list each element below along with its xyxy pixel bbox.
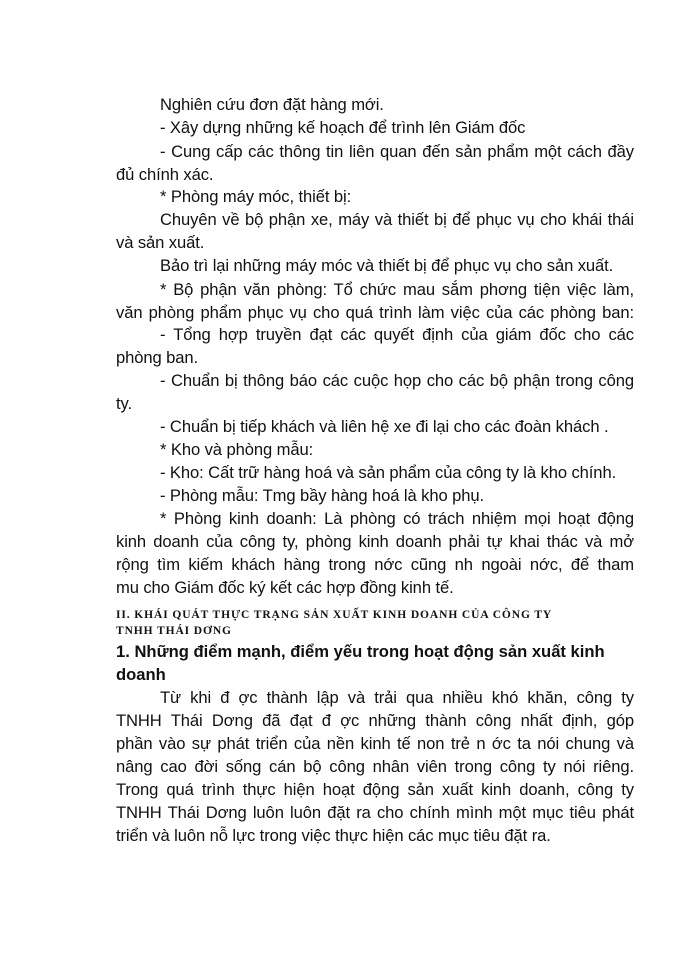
paragraph-line: Từ khi đ ợc thành lập và trải qua nhiều khó khăn, công ty bbox=[160, 688, 634, 707]
text-line: mu cho Giám đốc ký kết các hợp đồng kinh tế. bbox=[116, 578, 454, 597]
paragraph-line: TNHH Thái Dơng đã đạt đ ợc những thành công nhất định, góp bbox=[116, 711, 634, 730]
text-line: - Kho: Cất trữ hàng hoá và sản phẩm của công ty là kho chính. bbox=[160, 463, 617, 482]
section-heading: II. KHÁI QUÁT THỰC TRẠNG SẢN XUẤT KINH DOANH CỦA CÔNG TY bbox=[116, 609, 553, 621]
text-line: ty. bbox=[116, 394, 132, 413]
text-line: - Cung cấp các thông tin liên quan đến sản phẩm một cách đầy bbox=[160, 142, 634, 161]
paragraph-line: Trong quá trình thực hiện hoạt động sản xuất kinh doanh, công ty bbox=[116, 780, 634, 799]
text-line: - Chuẩn bị thông báo các cuộc họp cho các bộ phận trong công bbox=[160, 371, 634, 390]
text-line: * Bộ phận văn phòng: Tổ chức mau sắm phơng tiện việc làm, bbox=[160, 280, 634, 299]
paragraph-line: phần vào sự phát triển của nền kinh tế non trẻ n ớc ta nói chung và bbox=[116, 734, 634, 753]
text-line: - Tổng hợp truyền đạt các quyết định của giám đốc cho các bbox=[160, 325, 634, 344]
text-line: và sản xuất. bbox=[116, 233, 205, 252]
text-line: * Phòng kinh doanh: Là phòng có trách nhiệm mọi hoạt động bbox=[160, 509, 634, 528]
text-line: đủ chính xác. bbox=[116, 165, 214, 184]
text-line: phòng ban. bbox=[116, 348, 199, 367]
section-heading: TNHH THÁI DƠNG bbox=[116, 625, 232, 637]
text-line: văn phòng phẩm phục vụ cho quá trình làm việc của các phòng ban: bbox=[116, 303, 634, 322]
text-line: * Kho và phòng mẫu: bbox=[160, 440, 314, 459]
text-line: - Xây dựng những kế hoạch để trình lên Giám đốc bbox=[160, 118, 526, 137]
text-line: - Chuẩn bị tiếp khách và liên hệ xe đi lại cho các đoàn khách . bbox=[160, 417, 609, 436]
subheading: 1. Những điểm mạnh, điểm yếu trong hoạt động sản xuất kinh bbox=[116, 642, 605, 661]
text-line: - Phòng mẫu: Tmg bầy hàng hoá là kho phụ. bbox=[160, 486, 484, 505]
paragraph-line: nâng cao đời sống cán bộ công nhân viên trong công ty nói riêng. bbox=[116, 757, 634, 776]
text-line: Bảo trì lại những máy móc và thiết bị để phục vụ cho sản xuất. bbox=[160, 256, 614, 275]
text-line: kinh doanh của công ty, phòng kinh doanh phải tự khai thác và mở bbox=[116, 532, 634, 551]
paragraph-line: TNHH Thái Dơng luôn luôn đặt ra cho chính mình một mục tiêu phát bbox=[116, 803, 634, 822]
text-line: rộng tìm kiếm khách hàng trong nớc cũng nh ngoài nớc, để tham bbox=[116, 555, 634, 574]
paragraph-line: triển và luôn nỗ lực trong việc thực hiện các mục tiêu đặt ra. bbox=[116, 826, 551, 845]
text-line: * Phòng máy móc, thiết bị: bbox=[160, 187, 352, 206]
text-line: Nghiên cứu đơn đặt hàng mới. bbox=[160, 95, 384, 114]
subheading: doanh bbox=[116, 665, 166, 684]
text-line: Chuyên về bộ phận xe, máy và thiết bị để phục vụ cho khái thái bbox=[160, 210, 634, 229]
